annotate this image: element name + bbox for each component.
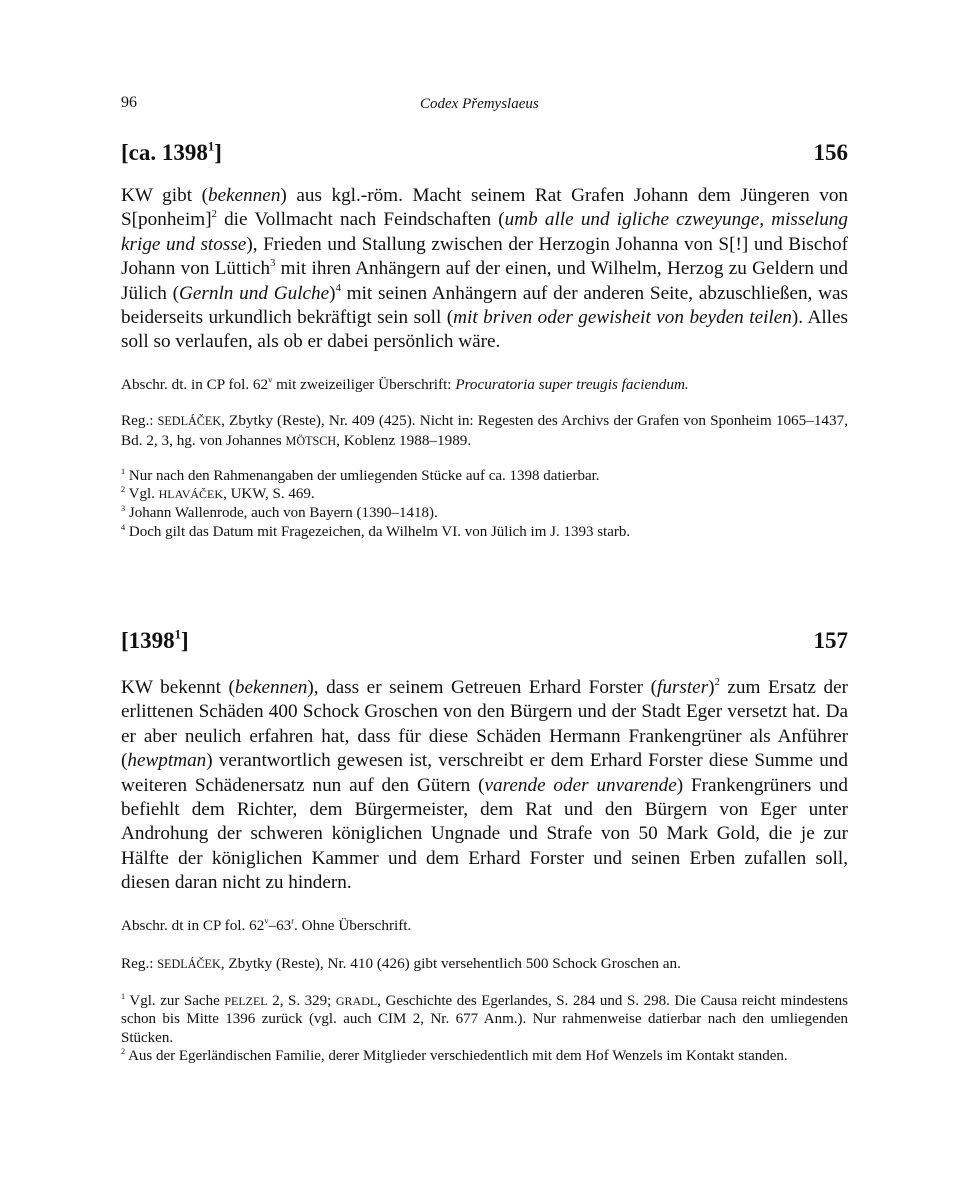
entry-date: [1398$^1$] [121,627,189,653]
regesta-note: Reg.: SEDLÁČEK, Zbytky (Reste), Nr. 410 (426) gibt versehentlich 500 Schock Groschen an. [121,954,681,972]
footnote: $^2$ Vgl. HLAVÁČEK, UKW, S. 469. [121,485,315,503]
transmission-note: Abschr. dt in CP fol. 62$^v$–63$^r$. Ohne Überschrift. [121,916,412,934]
running-head [0,92,960,116]
entry-header [121,628,848,662]
entry-date: [ca. 1398$^1$] [121,139,222,165]
regesta-note: Reg.: SEDLÁČEK, Zbytky (Reste), Nr. 409 (425). Nicht in: Regesten des Archivs der Grafen von Sponheim 1065–1437, Bd. 2, 3, hg. von Johannes MÖTSCH, Koblenz 1988–1989. [121,411,848,449]
running-title: Codex Přemyslaeus [420,96,539,112]
entry-156 [121,140,848,541]
footnotes [121,467,848,541]
footnote: $^4$ Doch gilt das Datum mit Fragezeichen, da Wilhelm VI. von Jülich im J. 1393 starb. [121,522,631,540]
footnotes [121,992,848,1066]
entry-157 [121,628,848,1066]
footnote-marker: 1 [207,139,215,154]
footnote: $^3$ Johann Wallenrode, auch von Bayern (1390–1418). [121,503,438,522]
footnote-marker: 2 [211,209,217,221]
footnote: $^2$ Aus der Egerländischen Familie, derer Mitglieder verschiedentlich mit dem Hof Wenzels im Kontakt standen. [121,1047,788,1065]
footnote-marker: 3 [270,258,276,270]
footnote-marker: 2 [714,677,720,689]
regest-text: KW bekennt (bekennen), dass er seinem Getreuen Erhard Forster (furster)$^2$ zum Ersatz der erlittenen Schäden 400 Schock Groschen von den Bürgern und der Stadt Eger versetzt hat. Da er aber neulich erfahren hat, dass für diese Schäden Hermann Frankengrüner als Anführer (hewptman) verantwortlich gewesen ist, verschreibt er dem Erhard Forster diese Summe und weiteren Schädenersatz nun auf den Gütern (varende oder unvarende) Frankengrüners und befiehlt dem Richter, dem Bürgermeister, dem Rat und den Bürgern von Eger unter Androhung der schweren königlichen Ungnade und Strafe von 50 Mark Gold, die je zur Hälfte der königlichen Kammer und dem Erhard Forster und seinen Erben zufallen soll, diesen daran nicht zu hindern. [121,677,848,894]
entry-number: 156 [813,140,848,165]
regest-text: KW gibt (bekennen) aus kgl.-röm. Macht seinem Rat Grafen Johann dem Jüngeren von S[ponheim]$^2$ die Vollmacht nach Feindschaften (umb alle und igliche czweyunge, misselung krige und stosse), Frieden und Stallung zwischen der Herzogin Johanna von S[!] und Bischof Johann von Lüttich$^3$ mit ihren Anhängern auf der einen, und Wilhelm, Herzog zu Geldern und Jülich (Gernln und Gulche)$^4$ mit seinen Anhängern auf der anderen Seite, abzuschließen, was beiderseits urkundlich bekräftigt sein soll (mit briven oder gewisheit von beyden teilen). Alles soll so verlaufen, als ob er dabei persönlich wäre. [121,185,849,353]
footnote: $^1$ Vgl. zur Sache PELZEL 2, S. 329; GRADL, Geschichte des Egerlandes, S. 284 und S. 298. Die Causa reicht mindestens schon bis Mitte 1396 zurück (vgl. auch CIM 2, Nr. 677 Anm.). Nur rahmenweise datierbar nach den umliegenden Stücken. [121,991,849,1046]
entry-number: 157 [813,628,848,653]
transmission-note: Abschr. dt. in CP fol. 62$^v$ mit zweizeiliger Überschrift: Procuratoria super treugis faciendum. [121,375,689,393]
footnote: $^1$ Nur nach den Rahmenangaben der umliegenden Stücke auf ca. 1398 datierbar. [121,466,600,484]
footnote-marker: 4 [335,282,341,294]
footnote-marker: 1 [174,627,181,642]
page-number: 96 [121,94,137,111]
entry-header [121,140,848,174]
